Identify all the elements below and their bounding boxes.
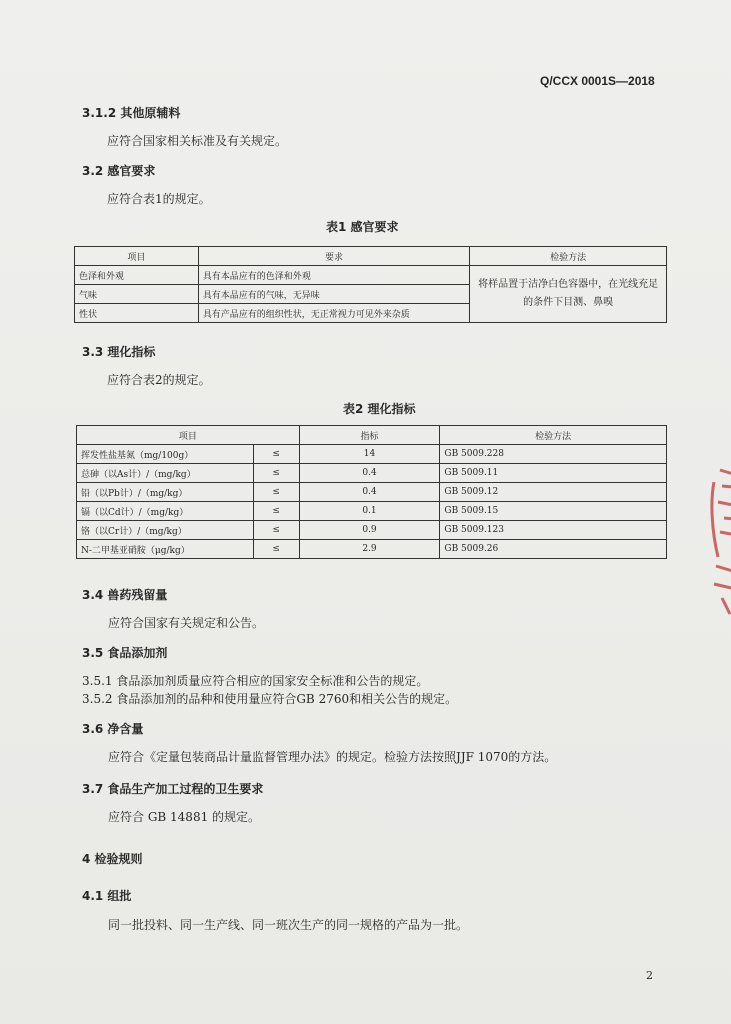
table2-cell-item: 总砷（以As计）/（mg/kg） bbox=[77, 464, 254, 483]
table2-row bbox=[77, 464, 667, 483]
section-text-3-6: 应符合《定量包装商品计量监督管理办法》的规定。检验方法按照JJF 1070的方法。 bbox=[108, 750, 557, 764]
table2-cell-operator: ≤ bbox=[253, 445, 299, 464]
section-heading-4: 4 检验规则 bbox=[82, 852, 143, 866]
table2-cell-method: GB 5009.15 bbox=[440, 502, 667, 521]
table2-cell-value: 0.9 bbox=[299, 521, 440, 540]
section-text-3-5-2: 3.5.2 食品添加剂的品种和使用量应符合GB 2760和相关公告的规定。 bbox=[82, 692, 458, 706]
physicochemical-table bbox=[76, 425, 667, 559]
table2-cell-method: GB 5009.123 bbox=[440, 521, 667, 540]
table2-cell-method: GB 5009.26 bbox=[440, 540, 667, 559]
table2-cell-item: 铬（以Cr计）/（mg/kg） bbox=[77, 521, 254, 540]
table1-cell: 具有本品应有的色泽和外观 bbox=[198, 266, 470, 285]
table2-cell-value: 2.9 bbox=[299, 540, 440, 559]
table2-cell-item: 铅（以Pb计）/（mg/kg） bbox=[77, 483, 254, 502]
table1-cell: 色泽和外观 bbox=[75, 266, 199, 285]
table2-caption: 表2 理化指标 bbox=[343, 402, 416, 416]
table2-row bbox=[77, 540, 667, 559]
section-text-3-3: 应符合表2的规定。 bbox=[107, 373, 211, 387]
section-text-3-7: 应符合 GB 14881 的规定。 bbox=[108, 810, 261, 824]
section-text-3-1-2: 应符合国家相关标准及有关规定。 bbox=[107, 134, 288, 148]
table1-header-method: 检验方法 bbox=[470, 247, 667, 266]
table2-cell-value: 0.1 bbox=[299, 502, 440, 521]
table2-cell-item: N-二甲基亚硝胺（μg/kg） bbox=[77, 540, 254, 559]
section-heading-3-3: 3.3 理化指标 bbox=[82, 345, 156, 359]
sensory-requirements-table bbox=[74, 246, 667, 323]
table2-cell-value: 0.4 bbox=[299, 464, 440, 483]
table1-method-cell: 将样品置于洁净白色容器中，在光线充足的条件下目测、鼻嗅 bbox=[470, 266, 667, 323]
table1-cell: 气味 bbox=[75, 285, 199, 304]
table2-row bbox=[77, 445, 667, 464]
table1-header-requirement: 要求 bbox=[198, 247, 470, 266]
table2-row bbox=[77, 483, 667, 502]
table1-cell: 具有本品应有的气味，无异味 bbox=[198, 285, 470, 304]
table2-header-index: 指标 bbox=[299, 426, 440, 445]
section-heading-3-2: 3.2 感官要求 bbox=[82, 164, 156, 178]
section-heading-3-5: 3.5 食品添加剂 bbox=[82, 646, 168, 660]
section-heading-4-1: 4.1 组批 bbox=[82, 889, 132, 903]
section-text-3-2: 应符合表1的规定。 bbox=[107, 192, 211, 206]
section-heading-3-7: 3.7 食品生产加工过程的卫生要求 bbox=[82, 782, 264, 796]
table2-cell-method: GB 5009.12 bbox=[440, 483, 667, 502]
table2-cell-operator: ≤ bbox=[253, 521, 299, 540]
table2-cell-operator: ≤ bbox=[253, 483, 299, 502]
table2-cell-method: GB 5009.228 bbox=[440, 445, 667, 464]
table2-cell-operator: ≤ bbox=[253, 464, 299, 483]
table2-cell-operator: ≤ bbox=[253, 540, 299, 559]
table1-header-item: 项目 bbox=[75, 247, 199, 266]
table2-cell-item: 挥发性盐基氮（mg/100g） bbox=[77, 445, 254, 464]
table1-caption: 表1 感官要求 bbox=[326, 220, 399, 234]
table1-cell: 性状 bbox=[75, 304, 199, 323]
page-number: 2 bbox=[646, 969, 653, 982]
table2-cell-operator: ≤ bbox=[253, 502, 299, 521]
section-text-3-4: 应符合国家有关规定和公告。 bbox=[108, 616, 265, 630]
table2-cell-value: 0.4 bbox=[299, 483, 440, 502]
table2-cell-item: 镉（以Cd计）/（mg/kg） bbox=[77, 502, 254, 521]
table2-cell-value: 14 bbox=[299, 445, 440, 464]
table2-header-item: 项目 bbox=[77, 426, 300, 445]
document-code: Q/CCX 0001S—2018 bbox=[540, 74, 655, 88]
table1-cell: 具有产品应有的组织性状，无正常视力可见外来杂质 bbox=[198, 304, 470, 323]
section-text-3-5-1: 3.5.1 食品添加剂质量应符合相应的国家安全标准和公告的规定。 bbox=[82, 674, 429, 688]
table2-row bbox=[77, 502, 667, 521]
red-seal-stamp bbox=[700, 462, 731, 622]
table2-row bbox=[77, 521, 667, 540]
section-heading-3-6: 3.6 净含量 bbox=[82, 722, 144, 736]
section-heading-3-1-2: 3.1.2 其他原辅料 bbox=[82, 106, 181, 120]
table2-header-method: 检验方法 bbox=[440, 426, 667, 445]
section-heading-3-4: 3.4 兽药残留量 bbox=[82, 588, 168, 602]
table2-cell-method: GB 5009.11 bbox=[440, 464, 667, 483]
section-text-4-1: 同一批投料、同一生产线、同一班次生产的同一规格的产品为一批。 bbox=[108, 918, 469, 932]
